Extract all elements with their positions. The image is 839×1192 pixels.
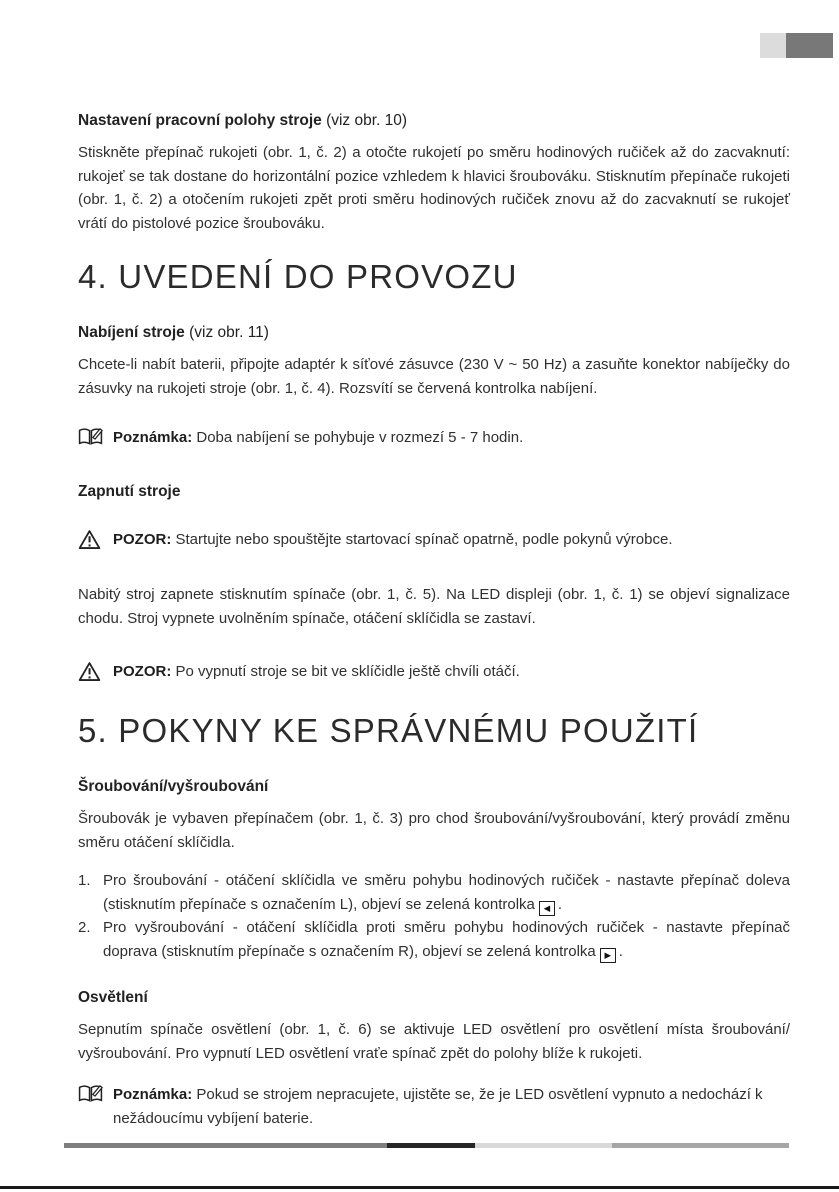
list-number: 2.: [78, 919, 91, 936]
heading-note-text: (viz obr. 10): [321, 112, 408, 129]
note-body: Pokud se strojem nepracujete, ujistěte se, že je LED osvětlení vypnuto a nedochází k nežádoucímu vybíjení baterie.: [113, 1086, 763, 1127]
section-heading-screwing: [78, 776, 790, 798]
warning-text-1: [113, 528, 790, 552]
note-row-2: [78, 1083, 790, 1130]
section-heading-lighting: [78, 987, 790, 1009]
heading-bold-text: Šroubování/vyšroubování: [78, 778, 269, 795]
note-text-1: [113, 426, 790, 450]
footer-bar-segment: [475, 1143, 612, 1148]
footer-bar-segment: [64, 1143, 387, 1148]
heading-bold-text: Zapnutí stroje: [78, 483, 181, 500]
section-heading-charging: [78, 322, 790, 344]
direction-list: [78, 869, 790, 963]
paragraph-power-on: Nabitý stroj zapnete stisknutím spínače (obr. 1, č. 5). Na LED displeji (obr. 1, č. 1) se objeví signalizace chodu. Stroj vypnete uvolněním spínače, otáčení sklíčidla se zastaví.: [78, 586, 790, 627]
book-pencil-icon: [78, 1083, 104, 1108]
warning-triangle-icon: [78, 528, 104, 555]
paragraph-screwing: Šroubovák je vybaven přepínačem (obr. 1, č. 3) pro chod šroubování/vyšroubování, který provádí změnu směru otáčení sklíčidla.: [78, 810, 790, 851]
warning-row-1: [78, 528, 790, 555]
section-heading-work-position: [78, 110, 790, 132]
warning-body: Po vypnutí stroje se bit ve sklíčidle ještě chvíli otáčí.: [171, 663, 520, 680]
warning-label: POZOR:: [113, 531, 172, 548]
list-number: 1.: [78, 872, 91, 889]
note-body: Doba nabíjení se pohybuje v rozmezí 5 - 7 hodin.: [192, 429, 524, 446]
paragraph-work-position: Stiskněte přepínač rukojeti (obr. 1, č. 2) a otočte rukojetí po směru hodinových ručiček až do zacvaknutí: rukojeť se tak dostane do horizontální pozice vzhledem k hlavici šroubováku. Stisknutím přepínače rukojeti (obr. 1, č. 2) a otočením rukojeti zpět proti směru hodinových ručiček znovu až do zacvaknutí se rukojeť vrátí do pistolové pozice šroubováku.: [78, 144, 790, 232]
chapter-title-5: 5. POKYNY KE SPRÁVNÉMU POUŽITÍ: [78, 712, 699, 749]
chapter-title-4: 4. UVEDENÍ DO PROVOZU: [78, 258, 518, 295]
list-item-suffix: .: [618, 942, 623, 960]
header-tab-light: [760, 33, 786, 58]
header-tab-dark: [786, 33, 833, 58]
heading-bold-text: Nastavení pracovní polohy stroje: [78, 112, 322, 129]
list-item-text: Pro šroubování - otáčení sklíčidla ve směru pohybu hodinových ručiček - nastavte přepínač doleva (stisknutím přepínače s označením L), objeví se zelená kontrolka: [103, 872, 790, 913]
list-item: [78, 869, 790, 916]
heading-note-text: (viz obr. 11): [184, 324, 269, 341]
scan-edge-line: [0, 1186, 839, 1189]
page-content: [78, 110, 790, 1130]
note-row-1: [78, 426, 790, 451]
heading-bold-text: Nabíjení stroje: [78, 324, 185, 341]
heading-bold-text: Osvětlení: [78, 989, 148, 1006]
note-text-2: [113, 1083, 790, 1130]
section-heading-power-on: [78, 481, 790, 503]
warning-label: POZOR:: [113, 663, 172, 680]
note-label: Poznámka:: [113, 429, 193, 446]
list-item: [78, 916, 790, 963]
paragraph-charging: Chcete-li nabít baterii, připojte adaptér k síťové zásuvce (230 V ~ 50 Hz) a zasuňte konektor nabíječky do zásuvky na rukojeti stroje (obr. 1, č. 4). Rozsvítí se červená kontrolka nabíjení.: [78, 356, 790, 397]
list-item-suffix: .: [557, 895, 563, 913]
warning-row-2: [78, 660, 790, 687]
warning-triangle-icon: [78, 660, 104, 687]
left-arrow-indicator-icon: ◀: [539, 901, 555, 916]
note-label: Poznámka:: [113, 1086, 193, 1103]
list-item-text: Pro vyšroubování - otáčení sklíčidla proti směru pohybu hodinových ručiček - nastavte přepínač doprava (stisknutím přepínače s označením R), objeví se zelená kontrolka: [103, 919, 790, 960]
warning-text-2: [113, 660, 790, 684]
warning-body: Startujte nebo spouštějte startovací spínač opatrně, podle pokynů výrobce.: [171, 531, 673, 548]
footer-bar-segment: [387, 1143, 475, 1148]
footer-bar-segment: [612, 1143, 789, 1148]
footer-bar: [64, 1143, 789, 1148]
right-arrow-indicator-icon: ▶: [600, 948, 616, 963]
book-pencil-icon: [78, 426, 104, 451]
paragraph-lighting: Sepnutím spínače osvětlení (obr. 1, č. 6) se aktivuje LED osvětlení pro osvětlení místa šroubování/ vyšroubování. Pro vypnutí LED osvětlení vraťe spínač zpět do polohy blíže k rukojeti.: [78, 1021, 790, 1062]
